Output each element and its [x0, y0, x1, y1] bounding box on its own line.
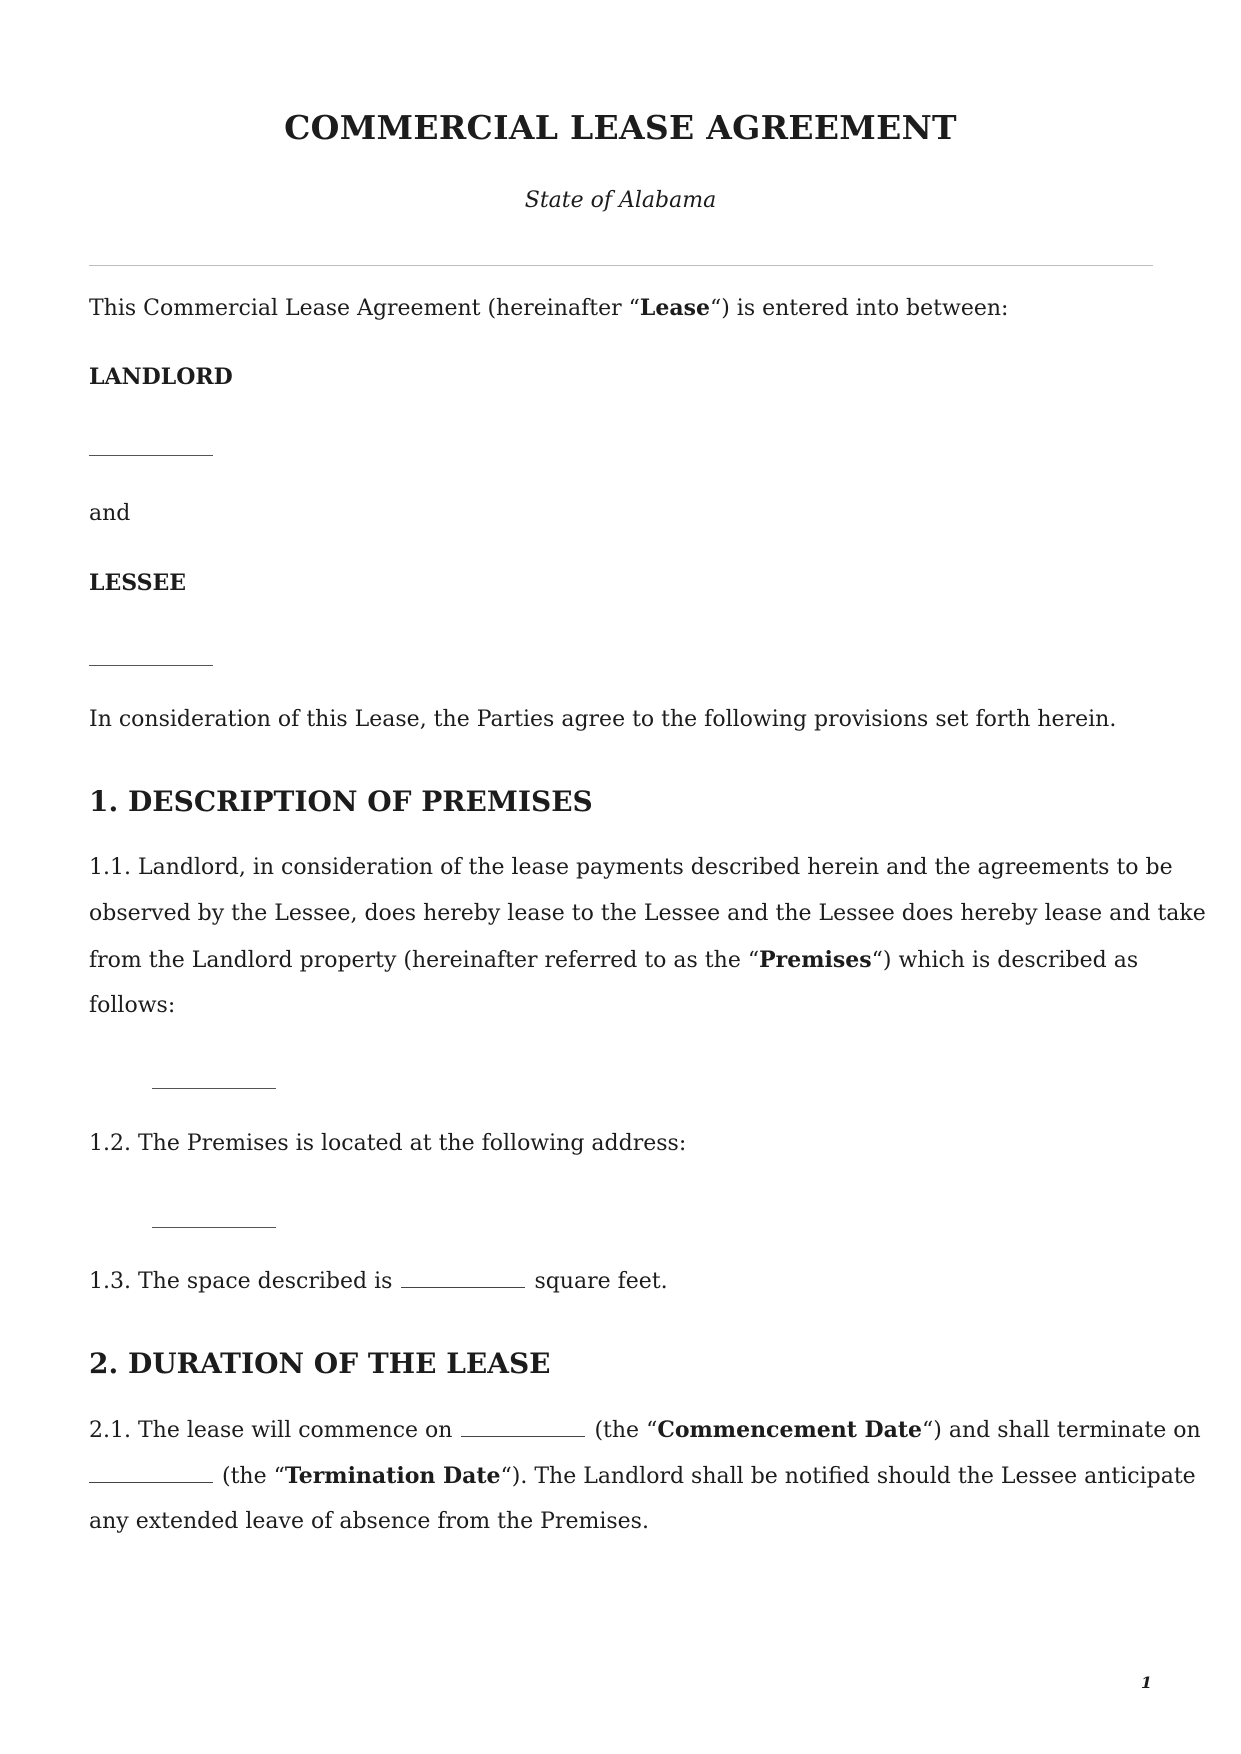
intro-term-lease: Lease [639, 295, 710, 321]
commencement-date-blank[interactable] [461, 1414, 585, 1437]
clause-1-1-line-4: follows: [89, 993, 176, 1018]
intro-text-after: “) is entered into between: [709, 296, 1009, 321]
clause-2-1-line-1 [89, 1407, 1201, 1454]
landlord-name-blank[interactable] [89, 455, 213, 456]
clause-2-1-mid: (the “ [594, 1418, 658, 1443]
title-divider [89, 265, 1153, 266]
clause-2-1-text-after: “) and shall terminate on [922, 1418, 1201, 1443]
lessee-name-blank[interactable] [89, 665, 213, 666]
clause-1-3 [89, 1259, 1159, 1305]
consideration-paragraph: In consideration of this Lease, the Parties agree to the following provisions set forth herein. [89, 707, 1117, 732]
premises-description-blank[interactable] [152, 1088, 276, 1089]
intro-text-before: This Commercial Lease Agreement (hereinafter “ [89, 296, 640, 321]
square-feet-blank[interactable] [401, 1265, 525, 1288]
document-subtitle: State of Alabama [524, 188, 717, 213]
clause-1-2: 1.2. The Premises is located at the following address: [89, 1131, 687, 1156]
clause-1-3-text-after: square feet. [534, 1269, 668, 1294]
clause-2-1-text: 2.1. The lease will commence on [89, 1418, 453, 1443]
term-premises: Premises [759, 947, 872, 973]
clause-2-1-line-3: any extended leave of absence from the Premises. [89, 1509, 649, 1534]
clause-1-3-text: 1.3. The space described is [89, 1269, 393, 1294]
section-1-heading: 1. DESCRIPTION OF PREMISES [89, 785, 593, 818]
clause-2-1-text-after-2: “). The Landlord shall be notified should the Lessee anticipate [500, 1464, 1196, 1489]
page-number: 1 [1140, 1673, 1152, 1692]
clause-1-1-line-2: observed by the Lessee, does hereby lease to the Lessee and the Lessee does hereby lease and take [89, 901, 1206, 926]
premises-address-blank[interactable] [152, 1227, 276, 1228]
clause-1-1-text: from the Landlord property (hereinafter referred to as the “ [89, 948, 760, 973]
clause-1-1-line-1: 1.1. Landlord, in consideration of the lease payments described herein and the agreements to be [89, 855, 1173, 880]
term-commencement-date: Commencement Date [657, 1417, 923, 1443]
clause-2-1-line-2 [89, 1453, 1196, 1500]
section-2-heading: 2. DURATION OF THE LEASE [89, 1347, 551, 1380]
and-text: and [89, 501, 131, 526]
term-termination-date: Termination Date [284, 1463, 501, 1489]
clause-2-1-mid-2: (the “ [222, 1464, 285, 1489]
document-title: COMMERCIAL LEASE AGREEMENT [284, 108, 957, 147]
landlord-label: LANDLORD [89, 364, 233, 390]
clause-1-1-text-after: “) which is described as [871, 948, 1139, 973]
clause-1-1-line-3 [89, 937, 1159, 984]
termination-date-blank[interactable] [89, 1460, 213, 1483]
intro-paragraph [89, 285, 1159, 332]
lessee-label: LESSEE [89, 570, 187, 596]
